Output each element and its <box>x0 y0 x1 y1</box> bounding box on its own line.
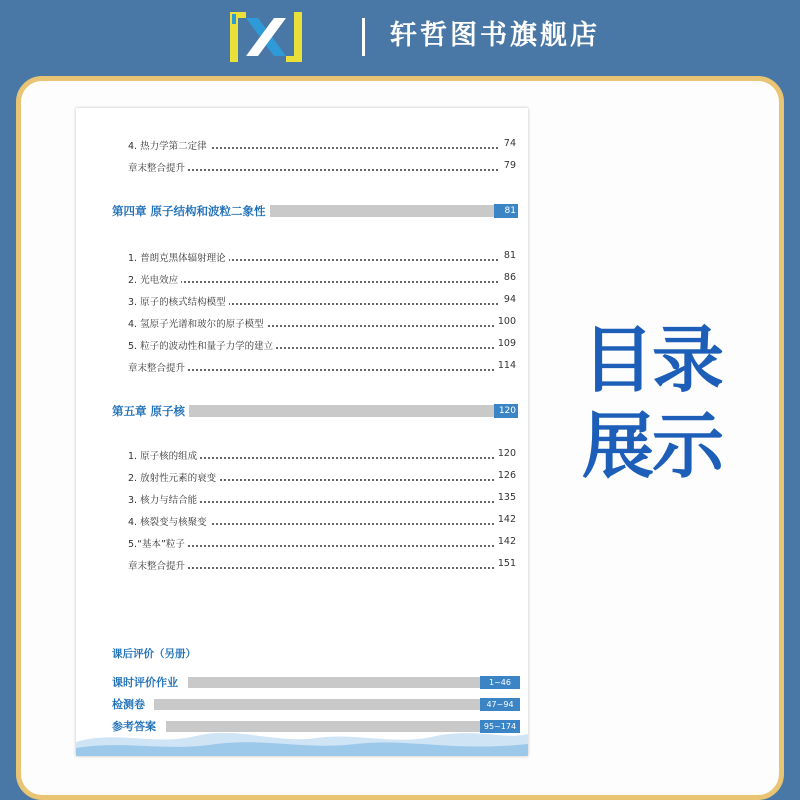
toc-entry <box>128 534 516 552</box>
after-class-bar <box>188 677 480 688</box>
toc-page <box>76 108 528 756</box>
after-class-heading: 课后评价（另册） <box>112 648 196 660</box>
toc-entry-title: 4. 氢原子光谱和玻尔的原子模型 <box>128 316 267 330</box>
toc-entry-title: 3. 核力与结合能 <box>128 492 200 506</box>
after-class-bar <box>154 699 480 710</box>
toc-entry-title: 章末整合提升 <box>128 558 188 572</box>
after-class-page: 1~46 <box>480 676 520 689</box>
toc-entry-title: 3. 原子的核式结构模型 <box>128 294 229 308</box>
toc-entry <box>128 446 516 464</box>
after-class-page: 47~94 <box>480 698 520 711</box>
toc-entry-page: 74 <box>503 138 516 149</box>
toc-entry-page: 151 <box>497 558 516 569</box>
toc-entry-page: 94 <box>503 294 516 305</box>
toc-entry <box>128 358 516 376</box>
toc-entry <box>128 136 516 154</box>
toc-entry-page: 142 <box>497 514 516 525</box>
toc-entry-title: 2. 光电效应 <box>128 272 181 286</box>
chapter-page: 120 <box>494 404 518 418</box>
after-class-item <box>112 696 520 712</box>
toc-entry-page: 120 <box>497 448 516 459</box>
toc-entry-title: 章末整合提升 <box>128 160 188 174</box>
toc-entry-page: 114 <box>497 360 516 371</box>
toc-entry <box>128 468 516 486</box>
side-title-char: 录 <box>652 318 727 402</box>
toc-entry-title: 1. 普朗克黑体辐射理论 <box>128 250 229 264</box>
toc-entry <box>128 512 516 530</box>
store-name: 轩哲图书旗舰店 <box>390 20 600 51</box>
side-title-line1 <box>582 318 727 402</box>
chapter-page: 81 <box>494 204 518 218</box>
toc-entry-page: 86 <box>503 272 516 283</box>
store-logo-icon <box>228 8 304 66</box>
toc-entry <box>128 248 516 266</box>
toc-entry <box>128 292 516 310</box>
toc-entry <box>128 490 516 508</box>
toc-entry <box>128 270 516 288</box>
chapter-title: 第四章 原子结构和波粒二象性 <box>112 203 270 219</box>
toc-entry-page: 126 <box>497 470 516 481</box>
toc-entry-title: 5. 粒子的波动性和量子力学的建立 <box>128 338 276 352</box>
toc-entry-page: 79 <box>503 160 516 171</box>
side-title-line2 <box>582 404 727 488</box>
toc-entry-page: 81 <box>503 250 516 261</box>
side-title-char: 示 <box>652 404 727 488</box>
chapter-heading <box>112 402 520 422</box>
toc-entry-title: 4. 热力学第二定律 <box>128 138 210 152</box>
side-title-char: 目 <box>582 318 657 402</box>
toc-entry-title: 2. 放射性元素的衰变 <box>128 470 219 484</box>
toc-entry-title: 5.“基本”粒子 <box>128 536 188 550</box>
toc-entry-title: 1. 原子核的组成 <box>128 448 200 462</box>
after-class-page: 95~174 <box>480 720 520 733</box>
toc-entry-page: 142 <box>497 536 516 547</box>
toc-entry-title: 章末整合提升 <box>128 360 188 374</box>
toc-entry <box>128 336 516 354</box>
after-class-title: 检测卷 <box>112 696 149 712</box>
chapter-title: 第五章 原子核 <box>112 403 189 419</box>
chapter-bar <box>172 405 494 417</box>
toc-entry-page: 109 <box>497 338 516 349</box>
toc-entry <box>128 314 516 332</box>
chapter-heading <box>112 202 520 222</box>
after-class-title: 课时评价作业 <box>112 674 182 690</box>
toc-entry-page: 135 <box>497 492 516 503</box>
header-divider <box>362 18 365 56</box>
after-class-title: 参考答案 <box>112 718 160 734</box>
after-class-item <box>112 674 520 690</box>
toc-entry-title: 4. 核裂变与核聚变 <box>128 514 210 528</box>
side-title-char: 展 <box>582 404 657 488</box>
toc-entry <box>128 158 516 176</box>
toc-entry-page: 100 <box>497 316 516 327</box>
toc-entry <box>128 556 516 574</box>
